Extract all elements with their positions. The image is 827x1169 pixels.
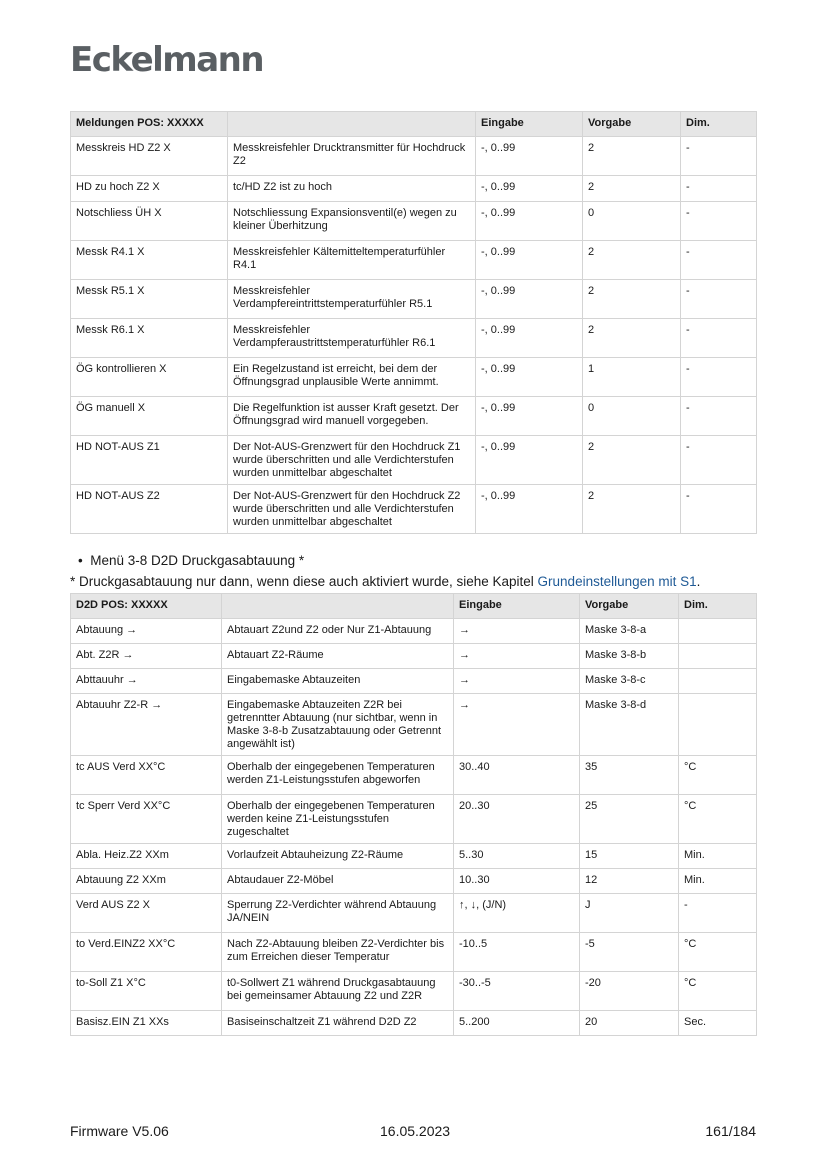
column-header: [222, 594, 454, 619]
footer-page-number: 161/184: [705, 1123, 756, 1139]
table-cell: Abtauart Z2und Z2 oder Nur Z1-Abtauung: [222, 619, 454, 644]
table-cell: Messkreisfehler Verdampferaustrittstemperaturfühler R6.1: [228, 319, 476, 358]
table-cell: -: [681, 485, 757, 534]
table-cell: -: [681, 176, 757, 202]
table-cell: Die Regelfunktion ist ausser Kraft gesetzt. Der Öffnungsgrad wird manuell vorgegeben.: [228, 397, 476, 436]
table-header-row: [71, 112, 757, 137]
menu-heading: Menü 3-8 D2D Druckgasabtauung *: [90, 553, 305, 568]
table-cell: 2: [583, 485, 681, 534]
table-cell: -: [681, 202, 757, 241]
menu-bullet: [78, 553, 304, 568]
table-cell: -: [681, 436, 757, 485]
table-row: [71, 619, 757, 644]
table-row: [71, 844, 757, 869]
table-cell: °C: [679, 795, 757, 844]
table-cell: [679, 694, 757, 756]
table-cell: 35: [580, 756, 679, 795]
table-cell: Messk R4.1 X: [71, 241, 228, 280]
table-cell: °C: [679, 933, 757, 972]
table-cell: Vorlaufzeit Abtauheizung Z2-Räume: [222, 844, 454, 869]
table-cell: ÖG kontrollieren X: [71, 358, 228, 397]
d2d-table: [70, 593, 757, 1036]
table-cell: HD zu hoch Z2 X: [71, 176, 228, 202]
table-cell: -: [679, 894, 757, 933]
table-cell: tc Sperr Verd XX°C: [71, 795, 222, 844]
note-prefix: * Druckgasabtauung nur dann, wenn diese auch aktiviert wurde, siehe Kapitel: [70, 574, 538, 589]
table-cell: Min.: [679, 869, 757, 894]
table-row: [71, 176, 757, 202]
table-cell: -, 0..99: [476, 280, 583, 319]
table-cell: Min.: [679, 844, 757, 869]
table-cell: Ein Regelzustand ist erreicht, bei dem der Öffnungsgrad unplausible Werte annimmt.: [228, 358, 476, 397]
table-cell: 15: [580, 844, 679, 869]
table-cell: 30..40: [454, 756, 580, 795]
note-suffix: .: [696, 574, 701, 589]
table-cell: -30..-5: [454, 972, 580, 1011]
table-cell: Maske 3-8-a: [580, 619, 679, 644]
table-cell: 0: [583, 202, 681, 241]
table-cell: Sperrung Z2-Verdichter während Abtauung JA/NEIN: [222, 894, 454, 933]
table-cell: -, 0..99: [476, 137, 583, 176]
table-cell: HD NOT-AUS Z1: [71, 436, 228, 485]
table-row: [71, 1011, 757, 1036]
table-cell: -5: [580, 933, 679, 972]
column-header: Dim.: [679, 594, 757, 619]
column-header: Meldungen POS: XXXXX: [71, 112, 228, 137]
table-cell: 25: [580, 795, 679, 844]
table-cell: -, 0..99: [476, 358, 583, 397]
table-cell: 20..30: [454, 795, 580, 844]
table-row: [71, 669, 757, 694]
table-cell: Sec.: [679, 1011, 757, 1036]
table-cell: Notschliess ÜH X: [71, 202, 228, 241]
table-cell: Maske 3-8-c: [580, 669, 679, 694]
table-cell: →: [454, 669, 580, 694]
table-cell: [679, 669, 757, 694]
table-cell: -, 0..99: [476, 241, 583, 280]
table-cell: 12: [580, 869, 679, 894]
chapter-link[interactable]: Grundeinstellungen mit S1: [537, 574, 697, 589]
table-cell: to-Soll Z1 X°C: [71, 972, 222, 1011]
footer-firmware: Firmware V5.06: [70, 1123, 169, 1139]
table-cell: 2: [583, 436, 681, 485]
table-row: [71, 280, 757, 319]
table-cell: Abtauung →: [71, 619, 222, 644]
column-header: Vorgabe: [583, 112, 681, 137]
table-cell: →: [454, 644, 580, 669]
table-cell: Abtauart Z2-Räume: [222, 644, 454, 669]
table-cell: 10..30: [454, 869, 580, 894]
table-cell: 5..30: [454, 844, 580, 869]
meldungen-table: [70, 111, 757, 534]
table-cell: Eingabemaske Abtauzeiten Z2R bei getrenntter Abtauung (nur sichtbar, wenn in Maske 3-8-b Zusatzabtauung oder Getrennt angewählt ist): [222, 694, 454, 756]
column-header: Eingabe: [454, 594, 580, 619]
table-cell: Abtauung Z2 XXm: [71, 869, 222, 894]
column-header: D2D POS: XXXXX: [71, 594, 222, 619]
table-cell: Nach Z2-Abtauung bleiben Z2-Verdichter bis zum Erreichen dieser Temperatur: [222, 933, 454, 972]
table-cell: °C: [679, 972, 757, 1011]
table-cell: Basisz.EIN Z1 XXs: [71, 1011, 222, 1036]
table-row: [71, 397, 757, 436]
column-header: Dim.: [681, 112, 757, 137]
table-row: [71, 436, 757, 485]
footnote: [70, 574, 700, 589]
table-row: [71, 137, 757, 176]
table-cell: Messk R5.1 X: [71, 280, 228, 319]
column-header: Vorgabe: [580, 594, 679, 619]
table-cell: °C: [679, 756, 757, 795]
table-row: [71, 894, 757, 933]
table-cell: -: [681, 280, 757, 319]
bullet-dot: •: [78, 553, 91, 568]
footer-date: 16.05.2023: [380, 1123, 451, 1139]
table-cell: -, 0..99: [476, 176, 583, 202]
table-cell: Verd AUS Z2 X: [71, 894, 222, 933]
table-cell: →: [454, 694, 580, 756]
table-cell: tc AUS Verd XX°C: [71, 756, 222, 795]
table-cell: 5..200: [454, 1011, 580, 1036]
table-cell: 2: [583, 241, 681, 280]
table-cell: t0-Sollwert Z1 während Druckgasabtauung bei gemeinsamer Abtauung Z2 und Z2R: [222, 972, 454, 1011]
table-cell: -: [681, 358, 757, 397]
table-row: [71, 241, 757, 280]
table-cell: 0: [583, 397, 681, 436]
table-cell: -: [681, 397, 757, 436]
table-row: [71, 485, 757, 534]
table-cell: Maske 3-8-d: [580, 694, 679, 756]
column-header: Eingabe: [476, 112, 583, 137]
table-cell: Messkreisfehler Kältemitteltemperaturfühler R4.1: [228, 241, 476, 280]
company-logo: Eckelmann: [70, 40, 264, 80]
table-cell: Abla. Heiz.Z2 XXm: [71, 844, 222, 869]
table-cell: to Verd.EINZ2 XX°C: [71, 933, 222, 972]
table-cell: -: [681, 241, 757, 280]
table-cell: Messkreisfehler Verdampfereintrittstemperaturfühler R5.1: [228, 280, 476, 319]
table-cell: Der Not-AUS-Grenzwert für den Hochdruck Z1 wurde überschritten und alle Verdichterstufen wurden unmittelbar abgeschaltet: [228, 436, 476, 485]
table-cell: 2: [583, 137, 681, 176]
table-cell: Oberhalb der eingegebenen Temperaturen werden Z1-Leistungsstufen abgeworfen: [222, 756, 454, 795]
table-row: [71, 933, 757, 972]
table-cell: Basiseinschaltzeit Z1 während D2D Z2: [222, 1011, 454, 1036]
table-cell: ÖG manuell X: [71, 397, 228, 436]
table-cell: Maske 3-8-b: [580, 644, 679, 669]
table-cell: -, 0..99: [476, 397, 583, 436]
table-cell: -: [681, 319, 757, 358]
table-row: [71, 694, 757, 756]
table-row: [71, 358, 757, 397]
table-cell: Messkreisfehler Drucktransmitter für Hochdruck Z2: [228, 137, 476, 176]
table-cell: -: [681, 137, 757, 176]
table-cell: 2: [583, 319, 681, 358]
table-cell: 20: [580, 1011, 679, 1036]
table-cell: Notschliessung Expansionsventil(e) wegen zu kleiner Überhitzung: [228, 202, 476, 241]
table-cell: -20: [580, 972, 679, 1011]
table-cell: 1: [583, 358, 681, 397]
table-row: [71, 756, 757, 795]
table-cell: Messk R6.1 X: [71, 319, 228, 358]
table-row: [71, 795, 757, 844]
table-cell: tc/HD Z2 ist zu hoch: [228, 176, 476, 202]
table-cell: Oberhalb der eingegebenen Temperaturen werden keine Z1-Leistungsstufen zugeschaltet: [222, 795, 454, 844]
table-cell: [679, 619, 757, 644]
table-cell: -, 0..99: [476, 485, 583, 534]
table-cell: Der Not-AUS-Grenzwert für den Hochdruck Z2 wurde überschritten und alle Verdichterstufen wurden unmittelbar abgeschaltet: [228, 485, 476, 534]
table-row: [71, 644, 757, 669]
table-cell: -, 0..99: [476, 319, 583, 358]
table-cell: Abtauuhr Z2-R →: [71, 694, 222, 756]
table-cell: -, 0..99: [476, 202, 583, 241]
table-cell: -, 0..99: [476, 436, 583, 485]
table-row: [71, 202, 757, 241]
table-row: [71, 972, 757, 1011]
table-cell: Eingabemaske Abtauzeiten: [222, 669, 454, 694]
table-cell: J: [580, 894, 679, 933]
table-cell: ↑, ↓, (J/N): [454, 894, 580, 933]
table-cell: Abtaudauer Z2-Möbel: [222, 869, 454, 894]
table-cell: -10..5: [454, 933, 580, 972]
column-header: [228, 112, 476, 137]
table-cell: Abt. Z2R →: [71, 644, 222, 669]
table-cell: HD NOT-AUS Z2: [71, 485, 228, 534]
table-cell: →: [454, 619, 580, 644]
table-cell: 2: [583, 280, 681, 319]
table-row: [71, 319, 757, 358]
table-header-row: [71, 594, 757, 619]
table-cell: 2: [583, 176, 681, 202]
table-cell: Abttauuhr →: [71, 669, 222, 694]
table-row: [71, 869, 757, 894]
table-cell: Messkreis HD Z2 X: [71, 137, 228, 176]
table-cell: [679, 644, 757, 669]
